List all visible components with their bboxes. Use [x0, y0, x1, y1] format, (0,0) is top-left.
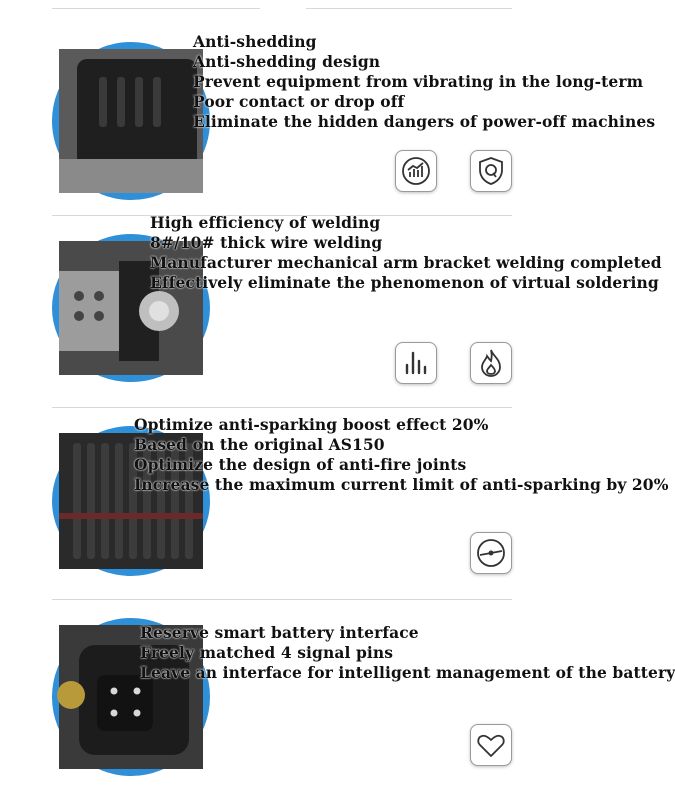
text-line: Eliminate the hidden dangers of power-off machines — [193, 112, 656, 131]
text-line: Manufacturer mechanical arm bracket welding completed — [150, 253, 662, 272]
text-line: High efficiency of welding — [150, 213, 381, 232]
section-divider — [52, 407, 512, 408]
section-4-text — [140, 623, 675, 683]
heart-icon — [470, 724, 512, 766]
text-line: Optimize the design of anti-fire joints — [134, 455, 467, 474]
text-line: Anti-shedding design — [193, 52, 381, 71]
section-3-text — [134, 415, 669, 495]
bar-levels-icon — [395, 342, 437, 384]
section-divider — [52, 599, 512, 600]
text-line: Increase the maximum current limit of anti-sparking by 20% — [134, 475, 669, 494]
top-divider-left — [52, 8, 260, 9]
text-line: Poor contact or drop off — [193, 92, 405, 111]
growth-chart-icon — [395, 150, 437, 192]
text-line: Based on the original AS150 — [134, 435, 385, 454]
text-line: Prevent equipment from vibrating in the long-term — [193, 72, 644, 91]
section-1-text — [193, 32, 655, 132]
text-line: Optimize anti-sparking boost effect 20% — [134, 415, 489, 434]
gauge-icon — [470, 532, 512, 574]
top-divider-right — [306, 8, 512, 9]
section-2-text — [150, 213, 662, 293]
shield-q-icon — [470, 150, 512, 192]
text-line: Reserve smart battery interface — [140, 623, 419, 642]
text-line: Effectively eliminate the phenomenon of virtual soldering — [150, 273, 659, 292]
flame-icon — [470, 342, 512, 384]
text-line: Freely matched 4 signal pins — [140, 643, 394, 662]
text-line: Leave an interface for intelligent management of the battery — [140, 663, 675, 682]
text-line: 8#/10# thick wire welding — [150, 233, 383, 252]
text-line: Anti-shedding — [193, 32, 317, 51]
product-image-plug — [52, 42, 210, 200]
